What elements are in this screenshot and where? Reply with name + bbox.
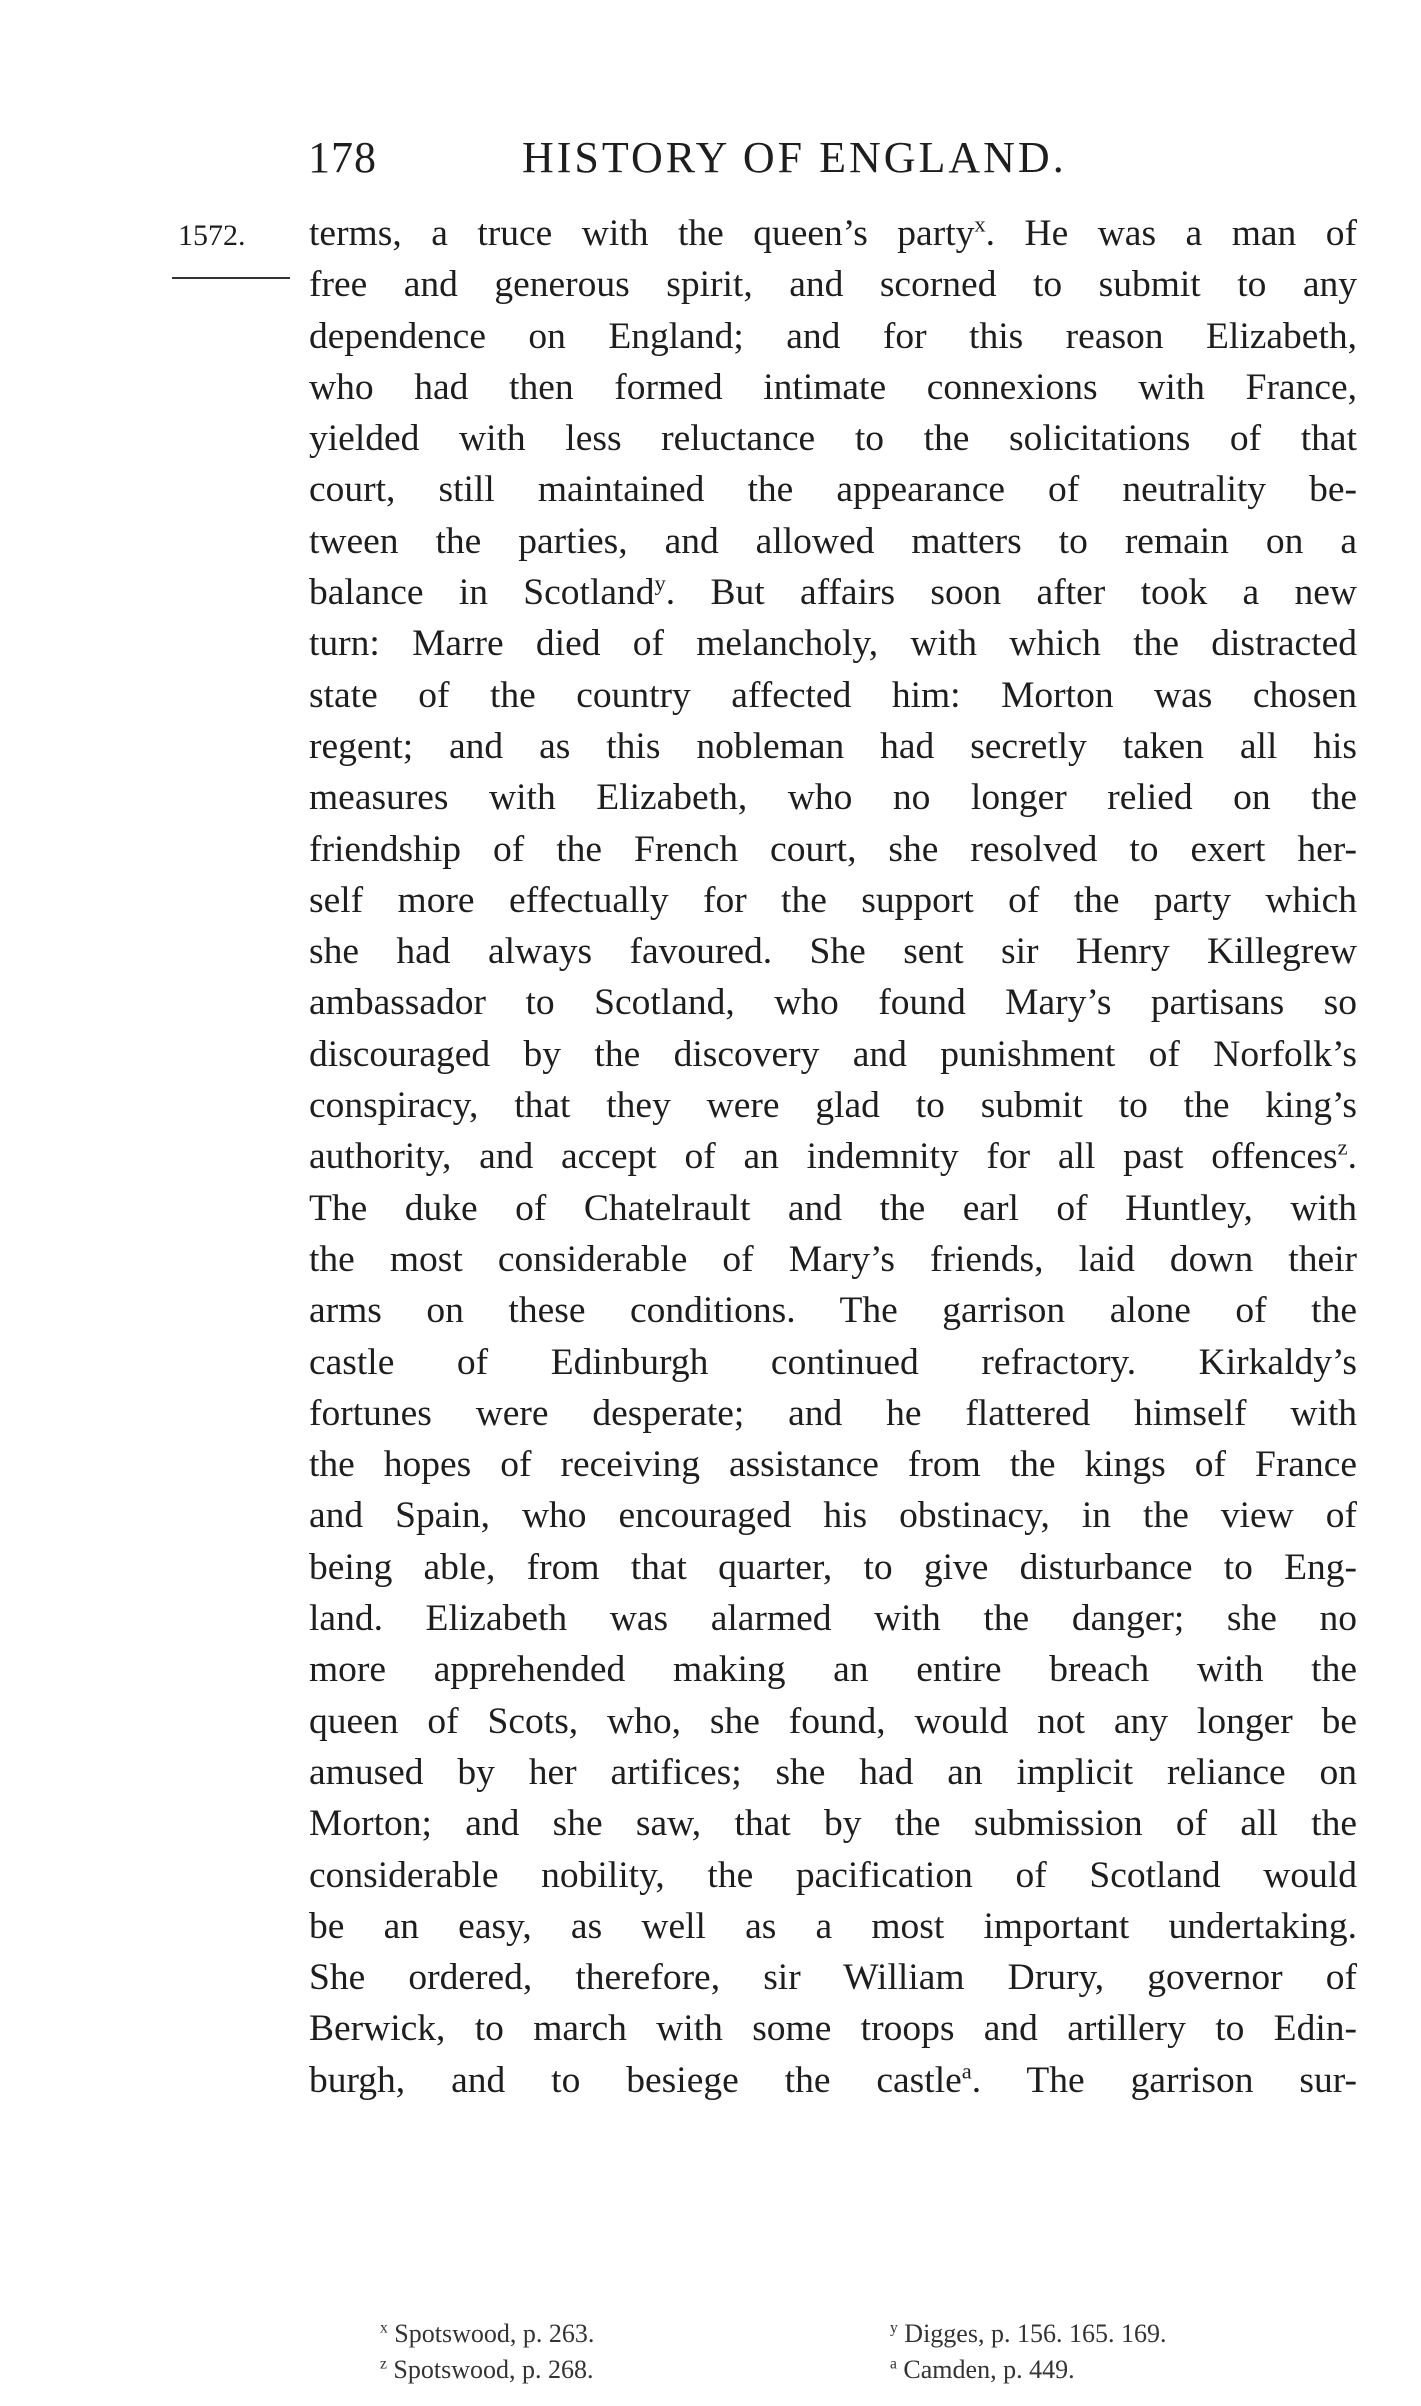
footnote-text: Digges, p. 156. 165. 169. [904,2319,1167,2348]
text-line: dependence on England; and for this reason Elizabeth, [309,315,1357,357]
text-line: and Spain, who encouraged his obstinacy, in the view of [309,1495,1357,1537]
text-line: Morton; and she saw, that by the submission of all the [309,1803,1357,1845]
footnote-row [380,2352,1300,2388]
footnote [380,2352,594,2388]
text-line: ambassador to Scotland, who found Mary’s partisans so [309,982,1357,1024]
text-line: state of the country affected him: Morton was chosen [309,674,1357,716]
text-line: tween the parties, and allowed matters to remain on a [309,520,1357,562]
text-line: castle of Edinburgh continued refractory. Kirkaldy’s [309,1341,1357,1383]
text-line: the most considerable of Mary’s friends, laid down their [309,1238,1357,1280]
text-line: conspiracy, that they were glad to submit to the king’s [309,1085,1357,1127]
footnote-row [380,2316,1300,2352]
text-line: She ordered, therefore, sir William Drury, governor of [309,1957,1357,1999]
text-line: land. Elizabeth was alarmed with the danger; she no [309,1598,1357,1640]
text-line: discouraged by the discovery and punishment of Norfolk’s [309,1033,1357,1075]
margin-year: 1572. [178,219,246,252]
text-line: the hopes of receiving assistance from the kings of France [309,1444,1357,1486]
text-line: self more effectually for the support of the party which [309,879,1357,921]
text-line: terms, a truce with the queen’s party$^x$. He was a man of [309,211,1357,254]
text-line: regent; and as this nobleman had secretly taken all his [309,725,1357,767]
running-head [300,128,1130,188]
text-line: be an easy, as well as a most important undertaking. [309,1905,1357,1947]
footnote-text: Camden, p. 449. [903,2355,1075,2384]
text-line: burgh, and to besiege the castle$^a$. The garrison sur- [309,2058,1357,2101]
footnote-text: Spotswood, p. 263. [394,2319,595,2348]
footnote [890,2352,1075,2388]
text-line: balance in Scotland$^y$. But affairs soon after took a new [309,570,1357,614]
text-line: queen of Scots, who, she found, would not any longer be [309,1700,1357,1742]
page-number: 178 [308,133,377,182]
text-line: she had always favoured. She sent sir Henry Killegrew [309,931,1357,973]
footnote-text: Spotswood, p. 268. [393,2355,594,2384]
text-line: free and generous spirit, and scorned to submit to any [309,264,1357,306]
running-title: HISTORY OF ENGLAND. [522,133,1067,182]
text-line: considerable nobility, the pacification of Scotland would [309,1854,1357,1896]
text-line: authority, and accept of an indemnity for all past offences$^z$. [309,1134,1357,1178]
text-line: turn: Marre died of melancholy, with which the distracted [309,623,1357,665]
text-line: fortunes were desperate; and he flattered himself with [309,1392,1357,1434]
text-line: yielded with less reluctance to the solicitations of that [309,418,1357,460]
text-line: The duke of Chatelrault and the earl of Huntley, with [309,1187,1357,1229]
text-line: Berwick, to march with some troops and artillery to Edin- [309,2008,1357,2050]
margin-rule [172,277,290,279]
footnote-mark: y [890,2319,898,2337]
footnote [380,2316,594,2352]
text-line: court, still maintained the appearance of neutrality be- [309,469,1357,511]
footnote [890,2316,1166,2352]
text-line: more apprehended making an entire breach with the [309,1649,1357,1691]
footnote-mark: z [380,2355,387,2373]
text-line: arms on these conditions. The garrison alone of the [309,1290,1357,1332]
footnote-mark: a [890,2355,897,2373]
footnote-mark: x [380,2319,388,2337]
text-line: measures with Elizabeth, who no longer relied on the [309,777,1357,819]
text-line: who had then formed intimate connexions with France, [309,366,1357,408]
text-line: friendship of the French court, she resolved to exert her- [309,828,1357,870]
text-line: amused by her artifices; she had an implicit reliance on [309,1751,1357,1793]
body-text [309,208,1357,2106]
text-line: being able, from that quarter, to give disturbance to Eng- [309,1546,1357,1588]
